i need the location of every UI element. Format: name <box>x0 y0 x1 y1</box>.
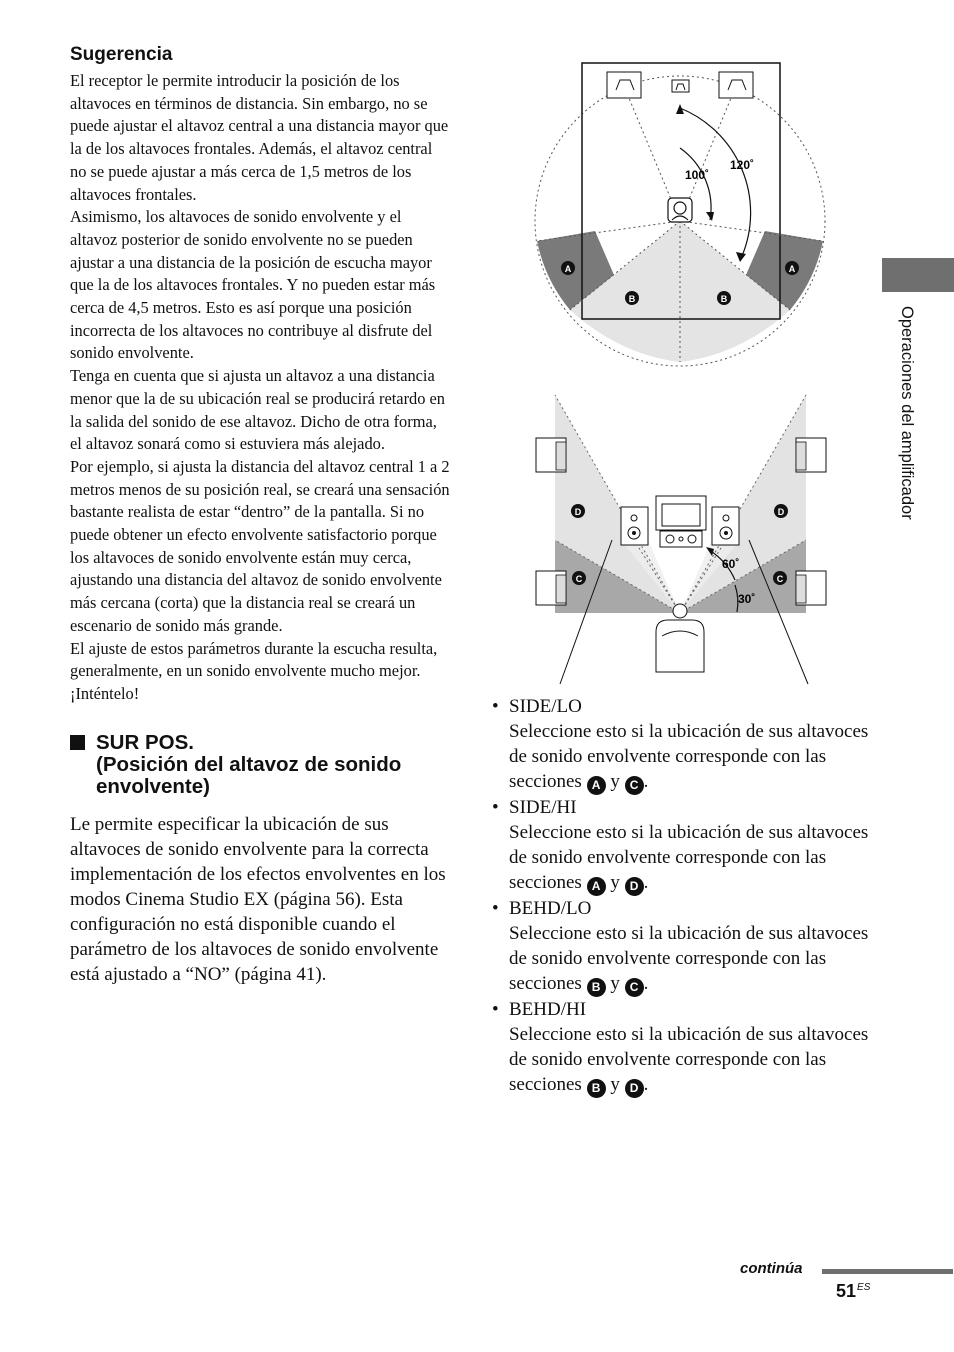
tip-paragraph: Asimismo, los altavoces de sonido envolvente y el altavoz posterior de sonido envolvente no se pueden ajustar a una distancia de la posición de escucha mayor que la de los altavoces frontales. Y no pueden estar más cerca de 4,5 metros. Esto es así porque una posición incorrecta de los altavoces no contribuye al disfrute del sonido envolvente. <box>70 207 436 363</box>
speaker-height-bottom-diagram <box>530 390 830 690</box>
section-heading-subtitle: (Posición del altavoz de sonido envolvente) <box>96 752 402 798</box>
side-left-low-speaker-icon <box>536 571 566 605</box>
left-column <box>70 44 450 987</box>
badge-d-left <box>571 504 585 518</box>
center-speaker-icon <box>660 531 702 547</box>
center-speaker-icon <box>672 80 689 92</box>
badge-a-left <box>561 261 575 275</box>
angle-label-100: 100˚ <box>685 168 710 182</box>
badge-second: D <box>625 1079 644 1098</box>
continued-label: continúa <box>740 1260 803 1277</box>
section-heading-title: SUR POS. <box>96 730 194 754</box>
list-item <box>492 997 882 1098</box>
svg-text:C: C <box>776 574 784 584</box>
list-item <box>492 795 882 896</box>
front-left-speaker-icon <box>621 507 648 545</box>
list-item <box>492 896 882 997</box>
badge-second: D <box>625 877 644 896</box>
side-tab-label: Operaciones del amplificador <box>898 306 916 520</box>
angle-label-30: 30˚ <box>738 592 756 606</box>
svg-text:A: A <box>564 264 572 274</box>
side-left-high-speaker-icon <box>536 438 566 472</box>
bullet: • <box>492 898 499 919</box>
option-name: SIDE/HI <box>509 797 577 818</box>
bullet: • <box>492 999 499 1020</box>
listener-chair-icon <box>656 604 704 672</box>
option-description: Seleccione esto si la ubicación de sus altavoces de sonido envolvente corresponde con las secciones A y C . <box>509 719 882 795</box>
option-name: BEHD/LO <box>509 898 592 919</box>
badge-c-left <box>572 571 586 585</box>
angle-label-120: 120˚ <box>730 158 755 172</box>
tip-paragraph: El receptor le permite introducir la posición de los altavoces en términos de distancia. Sin embargo, no se puede ajustar el altavoz central a una distancia mayor que la de los altavoces frontales. Además, el altavoz central no se puede ajustar a más cerca de 1,5 metros de los altavoces frontales. <box>70 71 449 204</box>
front-right-speaker-icon <box>719 72 753 98</box>
tip-heading: Sugerencia <box>70 44 173 65</box>
badge-first: A <box>587 877 606 896</box>
tip-paragraph: Tenga en cuenta que si ajusta un altavoz a una distancia menor que la de su ubicación real se producirá retardo en la salida del sonido de ese altavoz. Dicho de otra forma, el altavoz sonará como si estuviera más alejado. <box>70 366 445 454</box>
bullet: • <box>492 696 499 717</box>
side-right-low-speaker-icon <box>796 571 826 605</box>
svg-text:C: C <box>575 574 583 584</box>
angle-label-60: 60˚ <box>722 557 740 571</box>
list-item <box>492 694 882 795</box>
front-left-speaker-icon <box>607 72 641 98</box>
side-right-high-speaker-icon <box>796 438 826 472</box>
bullet: • <box>492 797 499 818</box>
front-right-speaker-icon <box>712 507 739 545</box>
option-description: Seleccione esto si la ubicación de sus altavoces de sonido envolvente corresponde con las secciones B y D . <box>509 1022 882 1098</box>
badge-d-right <box>774 504 788 518</box>
section-heading <box>70 732 450 798</box>
option-description: Seleccione esto si la ubicación de sus altavoces de sonido envolvente corresponde con las secciones A y D . <box>509 820 882 896</box>
badge-first: B <box>587 1079 606 1098</box>
option-name: SIDE/LO <box>509 696 582 717</box>
option-name: BEHD/HI <box>509 999 587 1020</box>
svg-text:B: B <box>628 294 636 304</box>
badge-first: B <box>587 978 606 997</box>
speaker-zone-top-diagram <box>530 60 830 370</box>
badge-second: C <box>625 978 644 997</box>
badge-c-right <box>773 571 787 585</box>
badge-a-right <box>785 261 799 275</box>
continued-rule <box>822 1269 953 1274</box>
option-description: Seleccione esto si la ubicación de sus altavoces de sonido envolvente corresponde con las secciones B y C . <box>509 921 882 997</box>
svg-text:A: A <box>788 264 796 274</box>
badge-b-right <box>717 291 731 305</box>
badge-b-left <box>625 291 639 305</box>
svg-text:B: B <box>720 294 728 304</box>
page-number: $51^{ES}$ <box>836 1281 871 1301</box>
page-number-suffix: ES <box>857 1282 871 1293</box>
badge-first: A <box>587 776 606 795</box>
section-body: Le permite especificar la ubicación de sus altavoces de sonido envolvente para la correcta implementación de los efectos envolventes en los modos Cinema Studio EX (página 56). Esta configuración no está disponible cuando el parámetro de los altavoces de sonido envolvente está ajustado a “NO” (página 41). <box>70 813 446 985</box>
tip-paragraph: Por ejemplo, si ajusta la distancia del altavoz central 1 a 2 metros menos de su posición real, se creará una sensación bastante realista de estar “dentro” de la pantalla. Si no puede obtener un efecto envolvente satisfactorio porque los altavoces de sonido envolvente están muy cerca, ajustando una distancia del altavoz de sonido envolvente más cercana (corta) que la distancia real se creará un escenario de sonido más grande. <box>70 456 450 635</box>
listener-icon <box>668 198 692 222</box>
tip-paragraph: El ajuste de estos parámetros durante la escucha resulta, generalmente, en un sonido envolvente mucho mejor. ¡Inténtelo! <box>70 638 438 703</box>
badge-second: C <box>625 776 644 795</box>
square-bullet-icon <box>70 735 85 750</box>
side-tab-marker <box>882 258 954 292</box>
svg-text:D: D <box>777 507 785 517</box>
tv-icon <box>656 496 706 530</box>
svg-text:D: D <box>574 507 582 517</box>
options-list <box>492 694 882 1098</box>
